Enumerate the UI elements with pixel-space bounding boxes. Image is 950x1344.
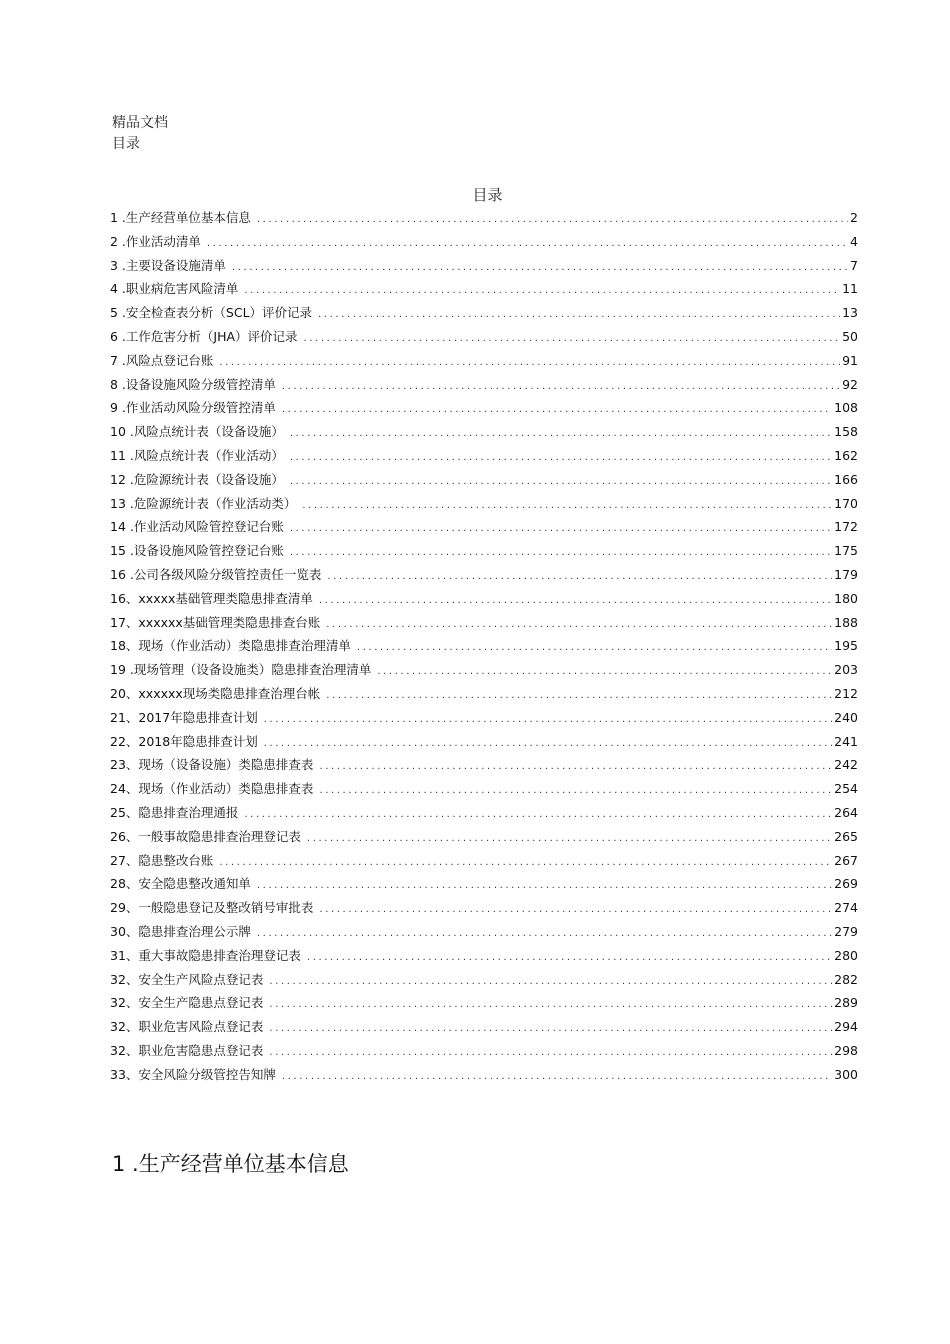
toc-entry[interactable] — [110, 872, 858, 896]
toc-dot-leader — [290, 517, 832, 541]
toc-entry-page-number: 108 — [834, 400, 858, 416]
toc-entry-label: 15 .设备设施风险管控登记台账 — [110, 543, 284, 559]
toc-dot-leader — [282, 375, 840, 399]
toc-entry-page-number: 274 — [834, 900, 858, 916]
toc-entry[interactable] — [110, 801, 858, 825]
toc-entry-label: 12 .危险源统计表（设备设施） — [110, 471, 284, 487]
toc-dot-leader — [257, 922, 832, 946]
toc-entry-page-number: 188 — [834, 614, 858, 630]
toc-entry[interactable] — [110, 468, 858, 492]
toc-entry[interactable] — [110, 968, 858, 992]
toc-entry-page-number: 180 — [834, 590, 858, 606]
toc-entry-label: 28、安全隐患整改通知单 — [110, 876, 251, 892]
toc-dot-leader — [257, 874, 832, 898]
toc-entry[interactable] — [110, 944, 858, 968]
toc-dot-leader — [269, 1017, 832, 1041]
toc-entry-page-number: 179 — [834, 566, 858, 582]
toc-entry-page-number: 265 — [834, 828, 858, 844]
toc-dot-leader — [269, 1041, 832, 1065]
toc-entry-page-number: 300 — [834, 1066, 858, 1082]
toc-dot-leader — [290, 422, 832, 446]
toc-dot-leader — [219, 851, 832, 875]
toc-entry-label: 5 .安全检查表分析（SCL）评价记录 — [110, 305, 313, 321]
toc-entry-label: 16、xxxxx基础管理类隐患排查清单 — [110, 590, 313, 606]
toc-dot-leader — [290, 446, 832, 470]
toc-dot-leader — [357, 636, 832, 660]
toc-entry-page-number: 289 — [834, 995, 858, 1011]
toc-entry[interactable] — [110, 563, 858, 587]
toc-entry-label: 26、一般事故隐患排查治理登记表 — [110, 828, 301, 844]
toc-entry-label: 23、现场（设备设施）类隐患排查表 — [110, 757, 314, 773]
toc-entry-page-number: 91 — [842, 352, 858, 368]
toc-entry-label: 8 .设备设施风险分级管控清单 — [110, 376, 276, 392]
toc-dot-leader — [282, 398, 832, 422]
toc-entry[interactable] — [110, 301, 858, 325]
toc-entry-label: 19 .现场管理（设备设施类）隐患排查治理清单 — [110, 662, 372, 678]
toc-entry[interactable] — [110, 991, 858, 1015]
toc-dot-leader — [319, 755, 832, 779]
toc-entry-page-number: 195 — [834, 638, 858, 654]
toc-entry-label: 2 .作业活动清单 — [110, 233, 201, 249]
toc-entry[interactable] — [110, 753, 858, 777]
toc-entry[interactable] — [110, 373, 858, 397]
table-of-contents — [110, 206, 858, 1086]
toc-entry-label: 24、现场（作业活动）类隐患排查表 — [110, 781, 314, 797]
toc-entry-page-number: 294 — [834, 1019, 858, 1035]
toc-entry-page-number: 175 — [834, 543, 858, 559]
toc-entry-page-number: 267 — [834, 852, 858, 868]
toc-entry[interactable] — [110, 420, 858, 444]
toc-entry-page-number: 240 — [834, 709, 858, 725]
toc-entry-label: 4 .职业病危害风险清单 — [110, 281, 239, 297]
toc-entry[interactable] — [110, 611, 858, 635]
toc-dot-leader — [290, 470, 832, 494]
toc-entry[interactable] — [110, 325, 858, 349]
toc-dot-leader — [264, 708, 832, 732]
toc-entry-page-number: 242 — [834, 757, 858, 773]
toc-entry[interactable] — [110, 658, 858, 682]
toc-dot-leader — [290, 541, 832, 565]
toc-entry-page-number: 172 — [834, 519, 858, 535]
toc-dot-leader — [326, 684, 832, 708]
toc-entry[interactable] — [110, 396, 858, 420]
toc-entry-page-number: 264 — [834, 804, 858, 820]
toc-entry[interactable] — [110, 849, 858, 873]
toc-entry-label: 27、隐患整改台账 — [110, 852, 214, 868]
toc-entry[interactable] — [110, 206, 858, 230]
toc-entry-label: 14 .作业活动风险管控登记台账 — [110, 519, 284, 535]
toc-entry-label: 6 .工作危害分析（JHA）评价记录 — [110, 328, 298, 344]
toc-entry[interactable] — [110, 634, 858, 658]
toc-dot-leader — [244, 803, 832, 827]
toc-entry-page-number: 50 — [842, 328, 858, 344]
toc-entry-label: 17、xxxxxx基础管理类隐患排查台账 — [110, 614, 321, 630]
toc-entry[interactable] — [110, 896, 858, 920]
toc-entry-label: 20、xxxxxx现场类隐患排查治理台帐 — [110, 685, 321, 701]
toc-entry[interactable] — [110, 1039, 858, 1063]
toc-entry[interactable] — [110, 587, 858, 611]
toc-dot-leader — [282, 1065, 832, 1089]
toc-dot-leader — [319, 589, 832, 613]
toc-dot-leader — [232, 256, 848, 280]
toc-entry-page-number: 298 — [834, 1042, 858, 1058]
toc-entry[interactable] — [110, 682, 858, 706]
toc-dot-leader — [377, 660, 832, 684]
toc-dot-leader — [219, 351, 840, 375]
document-header-title: 目录 — [112, 136, 140, 152]
toc-entry-page-number: 241 — [834, 733, 858, 749]
toc-dot-leader — [319, 898, 832, 922]
toc-entry[interactable] — [110, 254, 858, 278]
toc-entry-page-number: 2 — [850, 210, 858, 225]
toc-dot-leader — [326, 613, 832, 637]
toc-entry-label: 32、职业危害风险点登记表 — [110, 1019, 264, 1035]
toc-entry-page-number: 269 — [834, 876, 858, 892]
toc-dot-leader — [302, 494, 832, 518]
toc-entry-label: 11 .风险点统计表（作业活动） — [110, 447, 284, 463]
toc-entry[interactable] — [110, 825, 858, 849]
toc-entry[interactable] — [110, 730, 858, 754]
toc-dot-leader — [269, 970, 832, 994]
toc-dot-leader — [244, 279, 840, 303]
toc-dot-leader — [269, 993, 832, 1017]
toc-entry[interactable] — [110, 515, 858, 539]
toc-entry-label: 32、职业危害隐患点登记表 — [110, 1042, 264, 1058]
toc-entry-label: 9 .作业活动风险分级管控清单 — [110, 400, 276, 416]
toc-entry-page-number: 203 — [834, 662, 858, 678]
toc-entry-page-number: 162 — [834, 447, 858, 463]
toc-title: 目录 — [472, 186, 503, 204]
toc-entry-label: 32、安全生产风险点登记表 — [110, 971, 264, 987]
toc-entry-page-number: 166 — [834, 471, 858, 487]
toc-entry-page-number: 92 — [842, 376, 858, 392]
toc-entry[interactable] — [110, 777, 858, 801]
toc-dot-leader — [318, 303, 840, 327]
toc-entry[interactable] — [110, 1063, 858, 1087]
toc-entry-page-number: 11 — [842, 281, 858, 297]
toc-entry-label: 22、2018年隐患排查计划 — [110, 733, 258, 749]
section-heading: 1 .生产经营单位基本信息 — [112, 1152, 349, 1176]
toc-entry-label: 13 .危险源统计表（作业活动类） — [110, 495, 297, 511]
toc-entry-page-number: 280 — [834, 947, 858, 963]
toc-entry-page-number: 212 — [834, 685, 858, 701]
toc-entry-label: 31、重大事故隐患排查治理登记表 — [110, 947, 301, 963]
toc-entry-label: 16 .公司各级风险分级管控责任一览表 — [110, 566, 322, 582]
toc-entry-label: 3 .主要设备设施清单 — [110, 257, 226, 273]
toc-entry-page-number: 13 — [842, 305, 858, 321]
toc-entry[interactable] — [110, 230, 858, 254]
toc-dot-leader — [207, 232, 848, 256]
toc-entry[interactable] — [110, 349, 858, 373]
toc-entry-page-number: 4 — [850, 233, 858, 249]
toc-dot-leader — [319, 779, 832, 803]
toc-entry-label: 32、安全生产隐患点登记表 — [110, 995, 264, 1011]
document-watermark-label: 精品文档 — [112, 115, 168, 131]
toc-entry-page-number: 279 — [834, 923, 858, 939]
toc-entry[interactable] — [110, 492, 858, 516]
toc-entry[interactable] — [110, 539, 858, 563]
toc-entry-label: 1 .生产经营单位基本信息 — [110, 210, 251, 225]
toc-entry[interactable] — [110, 706, 858, 730]
toc-dot-leader — [327, 565, 832, 589]
toc-entry-page-number: 158 — [834, 424, 858, 440]
toc-entry[interactable] — [110, 277, 858, 301]
toc-entry-page-number: 254 — [834, 781, 858, 797]
toc-entry[interactable] — [110, 920, 858, 944]
toc-entry-label: 30、隐患排查治理公示牌 — [110, 923, 251, 939]
toc-entry-label: 18、现场（作业活动）类隐患排查治理清单 — [110, 638, 351, 654]
toc-entry-page-number: 7 — [850, 257, 858, 273]
toc-entry-page-number: 282 — [834, 971, 858, 987]
toc-entry-label: 7 .风险点登记台账 — [110, 352, 214, 368]
toc-dot-leader — [307, 827, 832, 851]
toc-entry-label: 21、2017年隐患排查计划 — [110, 709, 258, 725]
toc-dot-leader — [264, 732, 832, 756]
toc-entry-label: 33、安全风险分级管控告知牌 — [110, 1066, 276, 1082]
toc-entry[interactable] — [110, 1015, 858, 1039]
toc-dot-leader — [304, 327, 841, 351]
toc-dot-leader — [257, 208, 848, 232]
toc-entry-page-number: 170 — [834, 495, 858, 511]
toc-entry[interactable] — [110, 444, 858, 468]
toc-entry-label: 25、隐患排查治理通报 — [110, 804, 239, 820]
toc-dot-leader — [307, 946, 832, 970]
toc-entry-label: 29、一般隐患登记及整改销号审批表 — [110, 900, 314, 916]
toc-entry-label: 10 .风险点统计表（设备设施） — [110, 424, 284, 440]
